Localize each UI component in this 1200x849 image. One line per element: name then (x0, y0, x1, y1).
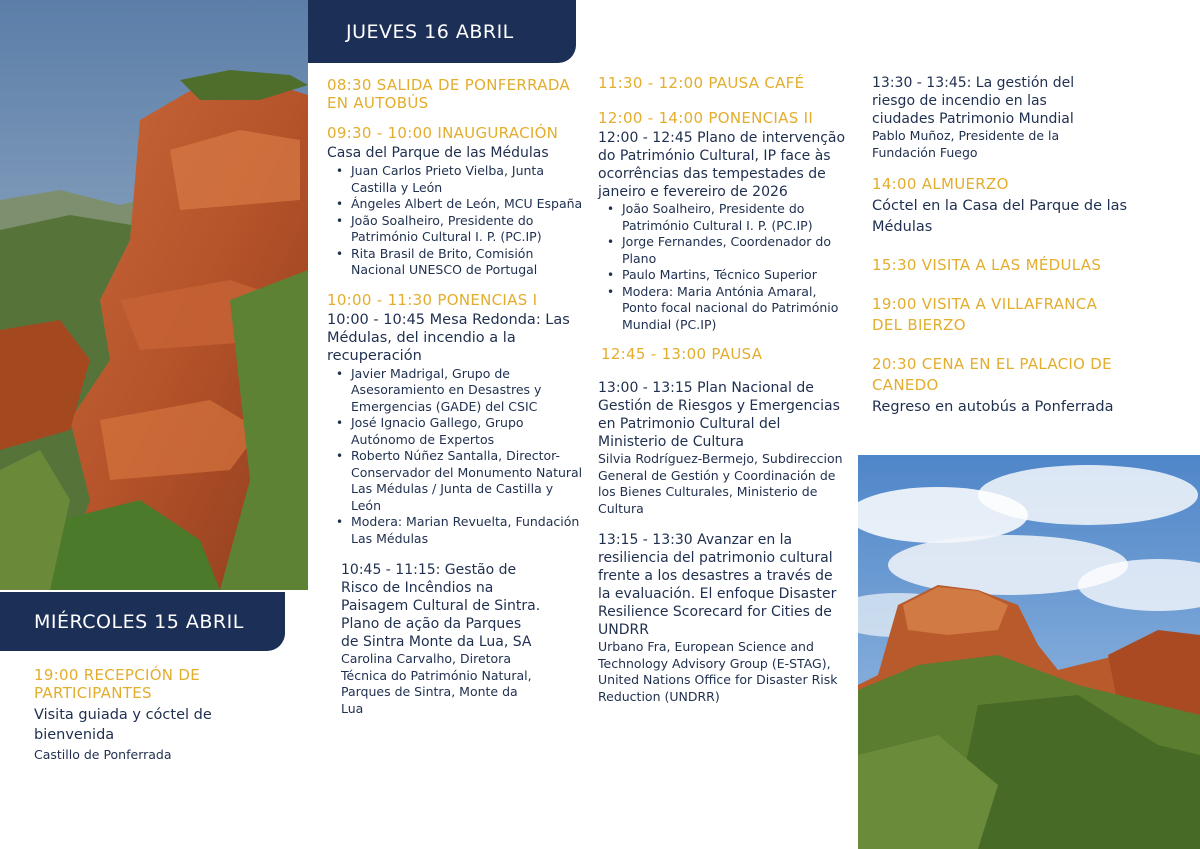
list-item: • João Soalheiro, Presidente do Património Cultural I. P. (PC.IP) (598, 201, 848, 234)
pause-item: 12:45 - 13:00 PAUSA (601, 345, 763, 363)
list-item: • Juan Carlos Prieto Vielba, Junta Castilla y León (327, 163, 583, 196)
inauguration-title: 09:30 - 10:00 INAUGURACIÓN (327, 124, 559, 142)
list-item: • Jorge Fernandes, Coordenador do Plano (598, 234, 848, 267)
resiliencia-speaker: Urbano Fra, European Science and Technology Advisory Group (E-STAG), United Nations Office for Disaster Risk Reduction (UNDRR) (598, 639, 838, 704)
list-item: • Modera: Maria Antónia Amaral, Ponto focal nacional do Património Mundial (PC.IP) (598, 284, 848, 334)
list-item: • Paulo Martins, Técnico Superior (598, 267, 848, 284)
mesa-redonda-title: 10:00 - 10:45 Mesa Redonda: Las Médulas, del incendio a la recuperación (327, 311, 570, 364)
sintra-talk-speaker: Carolina Carvalho, Diretora Técnica do Património Natural, Parques de Sintra, Monte da Lua (341, 651, 532, 716)
las-medulas-cliff-photo (0, 0, 308, 590)
list-item: • Ángeles Albert de León, MCU España (327, 196, 583, 213)
plano-speaker-list (598, 201, 848, 333)
plano-talk-title: 12:00 - 12:45 Plano de intervenção do Património Cultural, IP face às ocorrências das tempestades de janeiro e fevereiro de 2026 (598, 130, 846, 200)
lunch-title: 14:00 ALMUERZO (872, 175, 1009, 193)
visit-villafranca: 19:00 VISITA A VILLAFRANCA DEL BIERZO (872, 295, 1098, 334)
reception-place: Castillo de Ponferrada (34, 747, 172, 762)
gestion-talk-title: 13:30 - 13:45: La gestión del riesgo de incendio en las ciudades Patrimonio Mundial (872, 75, 1075, 127)
ponencias-1-title: 10:00 - 11:30 PONENCIAS I (327, 290, 538, 309)
lunch-description: Cóctel en la Casa del Parque de las Médulas (872, 198, 1128, 235)
thursday-column-3 (872, 74, 1142, 416)
dinner-description: Regreso en autobús a Ponferrada (872, 399, 1114, 415)
thursday-column-1 (327, 76, 583, 717)
thursday-column-2 (598, 74, 848, 705)
coffee-break: 11:30 - 12:00 PAUSA CAFÉ (598, 74, 805, 92)
plan-nacional-speaker: Silvia Rodríguez-Bermejo, Subdireccion General de Gestión y Coordinación de los Bienes Culturales, Ministerio de Cultura (598, 451, 843, 516)
list-item: • Roberto Núñez Santalla, Director-Conservador del Monumento Natural Las Médulas / Junta de Castilla y León (327, 448, 583, 514)
sintra-talk-title: 10:45 - 11:15: Gestão de Risco de Incêndios na Paisagem Cultural de Sintra. Plano de ação da Parques de Sintra Monte da Lua, SA (341, 562, 541, 650)
wednesday-day-banner: MIÉRCOLES 15 ABRIL (0, 592, 285, 651)
ponencias-2-title: 12:00 - 14:00 PONENCIAS II (598, 109, 814, 127)
gestion-speaker: Pablo Muñoz, Presidente de la Fundación Fuego (872, 128, 1060, 160)
visit-medulas: 15:30 VISITA A LAS MÉDULAS (872, 256, 1102, 274)
mesa-speaker-list (327, 366, 583, 548)
list-item: • Javier Madrigal, Grupo de Asesoramiento en Desastres y Emergencias (GADE) del CSIC (327, 366, 583, 416)
list-item: • Rita Brasil de Brito, Comisión Nacional UNESCO de Portugal (327, 246, 583, 279)
departure-item: 08:30 SALIDA DE PONFERRADA EN AUTOBÚS (327, 76, 570, 112)
plan-nacional-talk-title: 13:00 - 13:15 Plan Nacional de Gestión de Riesgos y Emergencias en Patrimonio Cultural del Ministerio de Cultura (598, 380, 840, 450)
resiliencia-talk-title: 13:15 - 13:30 Avanzar en la resiliencia del patrimonio cultural frente a los desastres a través de la evaluación. El enfoque Disaster Resilience Scorecard for Cities de UNDRR (598, 532, 837, 638)
inauguration-place: Casa del Parque de las Médulas (327, 145, 549, 161)
inauguration-speaker-list (327, 163, 583, 279)
dinner-title: 20:30 CENA EN EL PALACIO DE CANEDO (872, 355, 1112, 394)
thursday-day-banner: JUEVES 16 ABRIL (308, 0, 576, 63)
list-item: • José Ignacio Gallego, Grupo Autónomo de Expertos (327, 415, 583, 448)
list-item: • Modera: Marian Revuelta, Fundación Las Médulas (327, 514, 583, 547)
wednesday-schedule (34, 666, 284, 764)
reception-description: Visita guiada y cóctel de bienvenida (34, 707, 212, 743)
las-medulas-hill-photo (858, 455, 1200, 849)
reception-title: 19:00 RECEPCIÓN DE PARTICIPANTES (34, 666, 201, 702)
list-item: • João Soalheiro, Presidente do Património Cultural I. P. (PC.IP) (327, 213, 583, 246)
